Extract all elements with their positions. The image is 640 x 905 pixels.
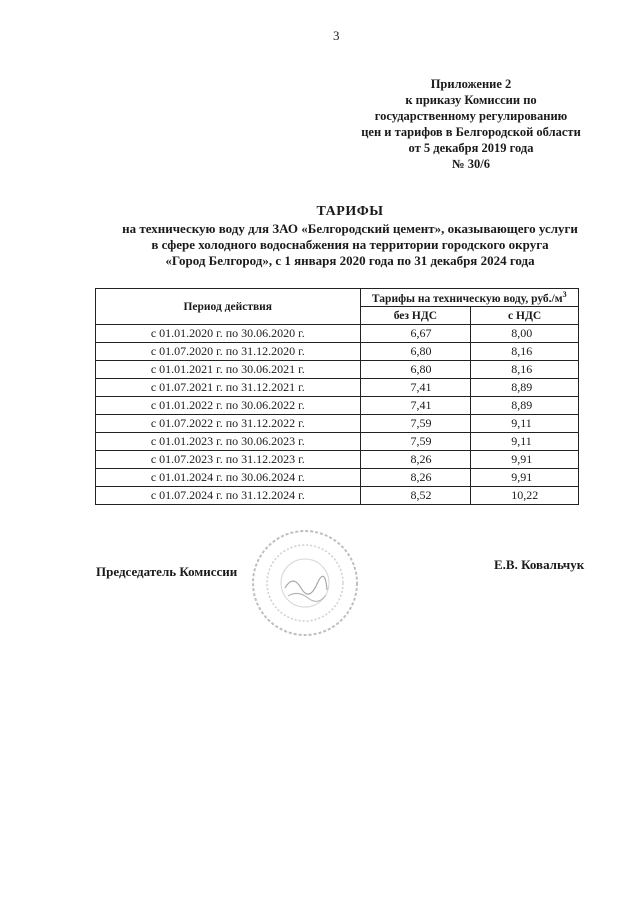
appendix-line: Приложение 2 [430, 77, 512, 91]
appendix-line: к приказу Комиссии по [405, 93, 537, 107]
cell-period: с 01.01.2023 г. по 30.06.2023 г. [96, 433, 361, 451]
cell-with-vat: 9,11 [471, 433, 579, 451]
cell-no-vat: 6,67 [360, 325, 471, 343]
header-period: Период действия [96, 289, 361, 325]
cell-no-vat: 7,59 [360, 415, 471, 433]
title-line: в сфере холодного водоснабжения на территории городского округа [151, 237, 549, 252]
appendix-line: от 5 декабря 2019 года [408, 141, 534, 155]
header-no-vat: без НДС [360, 307, 471, 325]
table-row [96, 415, 579, 433]
appendix-header [330, 76, 612, 172]
cell-with-vat: 9,11 [471, 415, 579, 433]
cell-period: с 01.01.2021 г. по 30.06.2021 г. [96, 361, 361, 379]
table-row [96, 379, 579, 397]
table-row [96, 433, 579, 451]
signature-position: Председатель Комиссии [96, 564, 238, 579]
cell-period: с 01.07.2021 г. по 31.12.2021 г. [96, 379, 361, 397]
cell-with-vat: 9,91 [471, 451, 579, 469]
title-line: на техническую воду для ЗАО «Белгородский цемент», оказывающего услуги [122, 221, 578, 236]
table-row [96, 487, 579, 505]
cell-with-vat: 10,22 [471, 487, 579, 505]
appendix-line: цен и тарифов в Белгородской области [361, 125, 581, 139]
official-seal-icon [250, 528, 360, 638]
appendix-line: № 30/6 [452, 157, 490, 171]
header-tariffs [360, 289, 578, 307]
table-row [96, 469, 579, 487]
cell-period: с 01.01.2024 г. по 30.06.2024 г. [96, 469, 361, 487]
cell-period: с 01.07.2020 г. по 31.12.2020 г. [96, 343, 361, 361]
header-tariffs-sup: 3 [562, 290, 567, 300]
cell-period: с 01.07.2022 г. по 31.12.2022 г. [96, 415, 361, 433]
cell-no-vat: 6,80 [360, 343, 471, 361]
cell-with-vat: 8,89 [471, 379, 579, 397]
cell-with-vat: 8,16 [471, 343, 579, 361]
header-tariffs-text: Тарифы на техническую воду, руб./м [371, 292, 563, 305]
title-line: «Город Белгород», с 1 января 2020 года по 31 декабря 2024 года [165, 253, 535, 268]
signature-name: Е.В. Ковальчук [494, 557, 585, 572]
cell-period: с 01.07.2023 г. по 31.12.2023 г. [96, 451, 361, 469]
document-title [90, 204, 610, 269]
header-with-vat: с НДС [471, 307, 579, 325]
cell-with-vat: 8,00 [471, 325, 579, 343]
cell-no-vat: 8,26 [360, 469, 471, 487]
page-number: 3 [333, 28, 340, 43]
cell-no-vat: 7,41 [360, 397, 471, 415]
cell-no-vat: 6,80 [360, 361, 471, 379]
table-row [96, 325, 579, 343]
table-row [96, 451, 579, 469]
cell-no-vat: 8,52 [360, 487, 471, 505]
title-main: ТАРИФЫ [316, 204, 384, 219]
cell-no-vat: 7,59 [360, 433, 471, 451]
cell-with-vat: 9,91 [471, 469, 579, 487]
cell-period: с 01.07.2024 г. по 31.12.2024 г. [96, 487, 361, 505]
cell-with-vat: 8,89 [471, 397, 579, 415]
cell-period: с 01.01.2020 г. по 30.06.2020 г. [96, 325, 361, 343]
tariffs-table [95, 288, 579, 505]
cell-with-vat: 8,16 [471, 361, 579, 379]
table-row [96, 397, 579, 415]
cell-period: с 01.01.2022 г. по 30.06.2022 г. [96, 397, 361, 415]
appendix-line: государственному регулированию [374, 109, 568, 123]
cell-no-vat: 8,26 [360, 451, 471, 469]
cell-no-vat: 7,41 [360, 379, 471, 397]
table-row [96, 361, 579, 379]
table-row [96, 343, 579, 361]
